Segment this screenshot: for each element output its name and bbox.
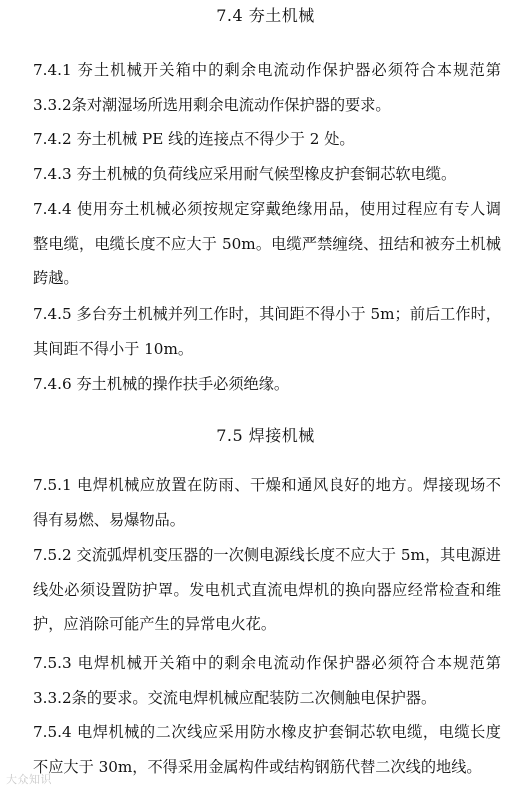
clause-7-5-4: 7.5.4 电焊机械的二次线应采用防水橡皮护套铜芯软电缆，电缆长度不应大于 30m，不得采用金属构件或结构钢筋代替二次线的地线。	[33, 723, 501, 776]
clause-7-4-2: 7.4.2 夯土机械 PE 线的连接点不得少于 2 处。	[33, 130, 355, 148]
clause-7-4-5: 7.4.5 多台夯土机械并列工作时，其间距不得小于 5m；前后工作时，其间距不得小于 10m。	[33, 305, 501, 358]
clause-7-4-6: 7.4.6 夯土机械的操作扶手必须绝缘。	[33, 375, 290, 393]
section-7-4-heading: 7.4 夯土机械	[216, 6, 315, 25]
watermark-logo: 大众知识	[6, 773, 52, 786]
clause-7-4-1: 7.4.1 夯土机械开关箱中的剩余电流动作保护器必须符合本规范第3.3.2条对潮湿场所选用剩余电流动作保护器的要求。	[33, 61, 501, 114]
clause-7-5-3: 7.5.3 电焊机械开关箱中的剩余电流动作保护器必须符合本规范第3.3.2条的要求。交流电焊机械应配装防二次侧触电保护器。	[33, 654, 501, 707]
clause-7-5-2: 7.5.2 交流弧焊机变压器的一次侧电源线长度不应大于 5m，其电源进线处必须设置防护罩。发电机式直流电焊机的换向器应经常检查和维护，应消除可能产生的异常电火花。	[33, 546, 501, 634]
clause-7-4-3: 7.4.3 夯土机械的负荷线应采用耐气候型橡皮护套铜芯软电缆。	[33, 165, 457, 183]
clause-7-4-4: 7.4.4 使用夯土机械必须按规定穿戴绝缘用品，使用过程应有专人调整电缆，电缆长度不应大于 50m。电缆严禁缠绕、扭结和被夯土机械跨越。	[33, 200, 501, 288]
clause-7-5-1: 7.5.1 电焊机械应放置在防雨、干燥和通风良好的地方。焊接现场不得有易燃、易爆物品。	[33, 476, 501, 529]
section-7-5-heading: 7.5 焊接机械	[216, 426, 315, 445]
